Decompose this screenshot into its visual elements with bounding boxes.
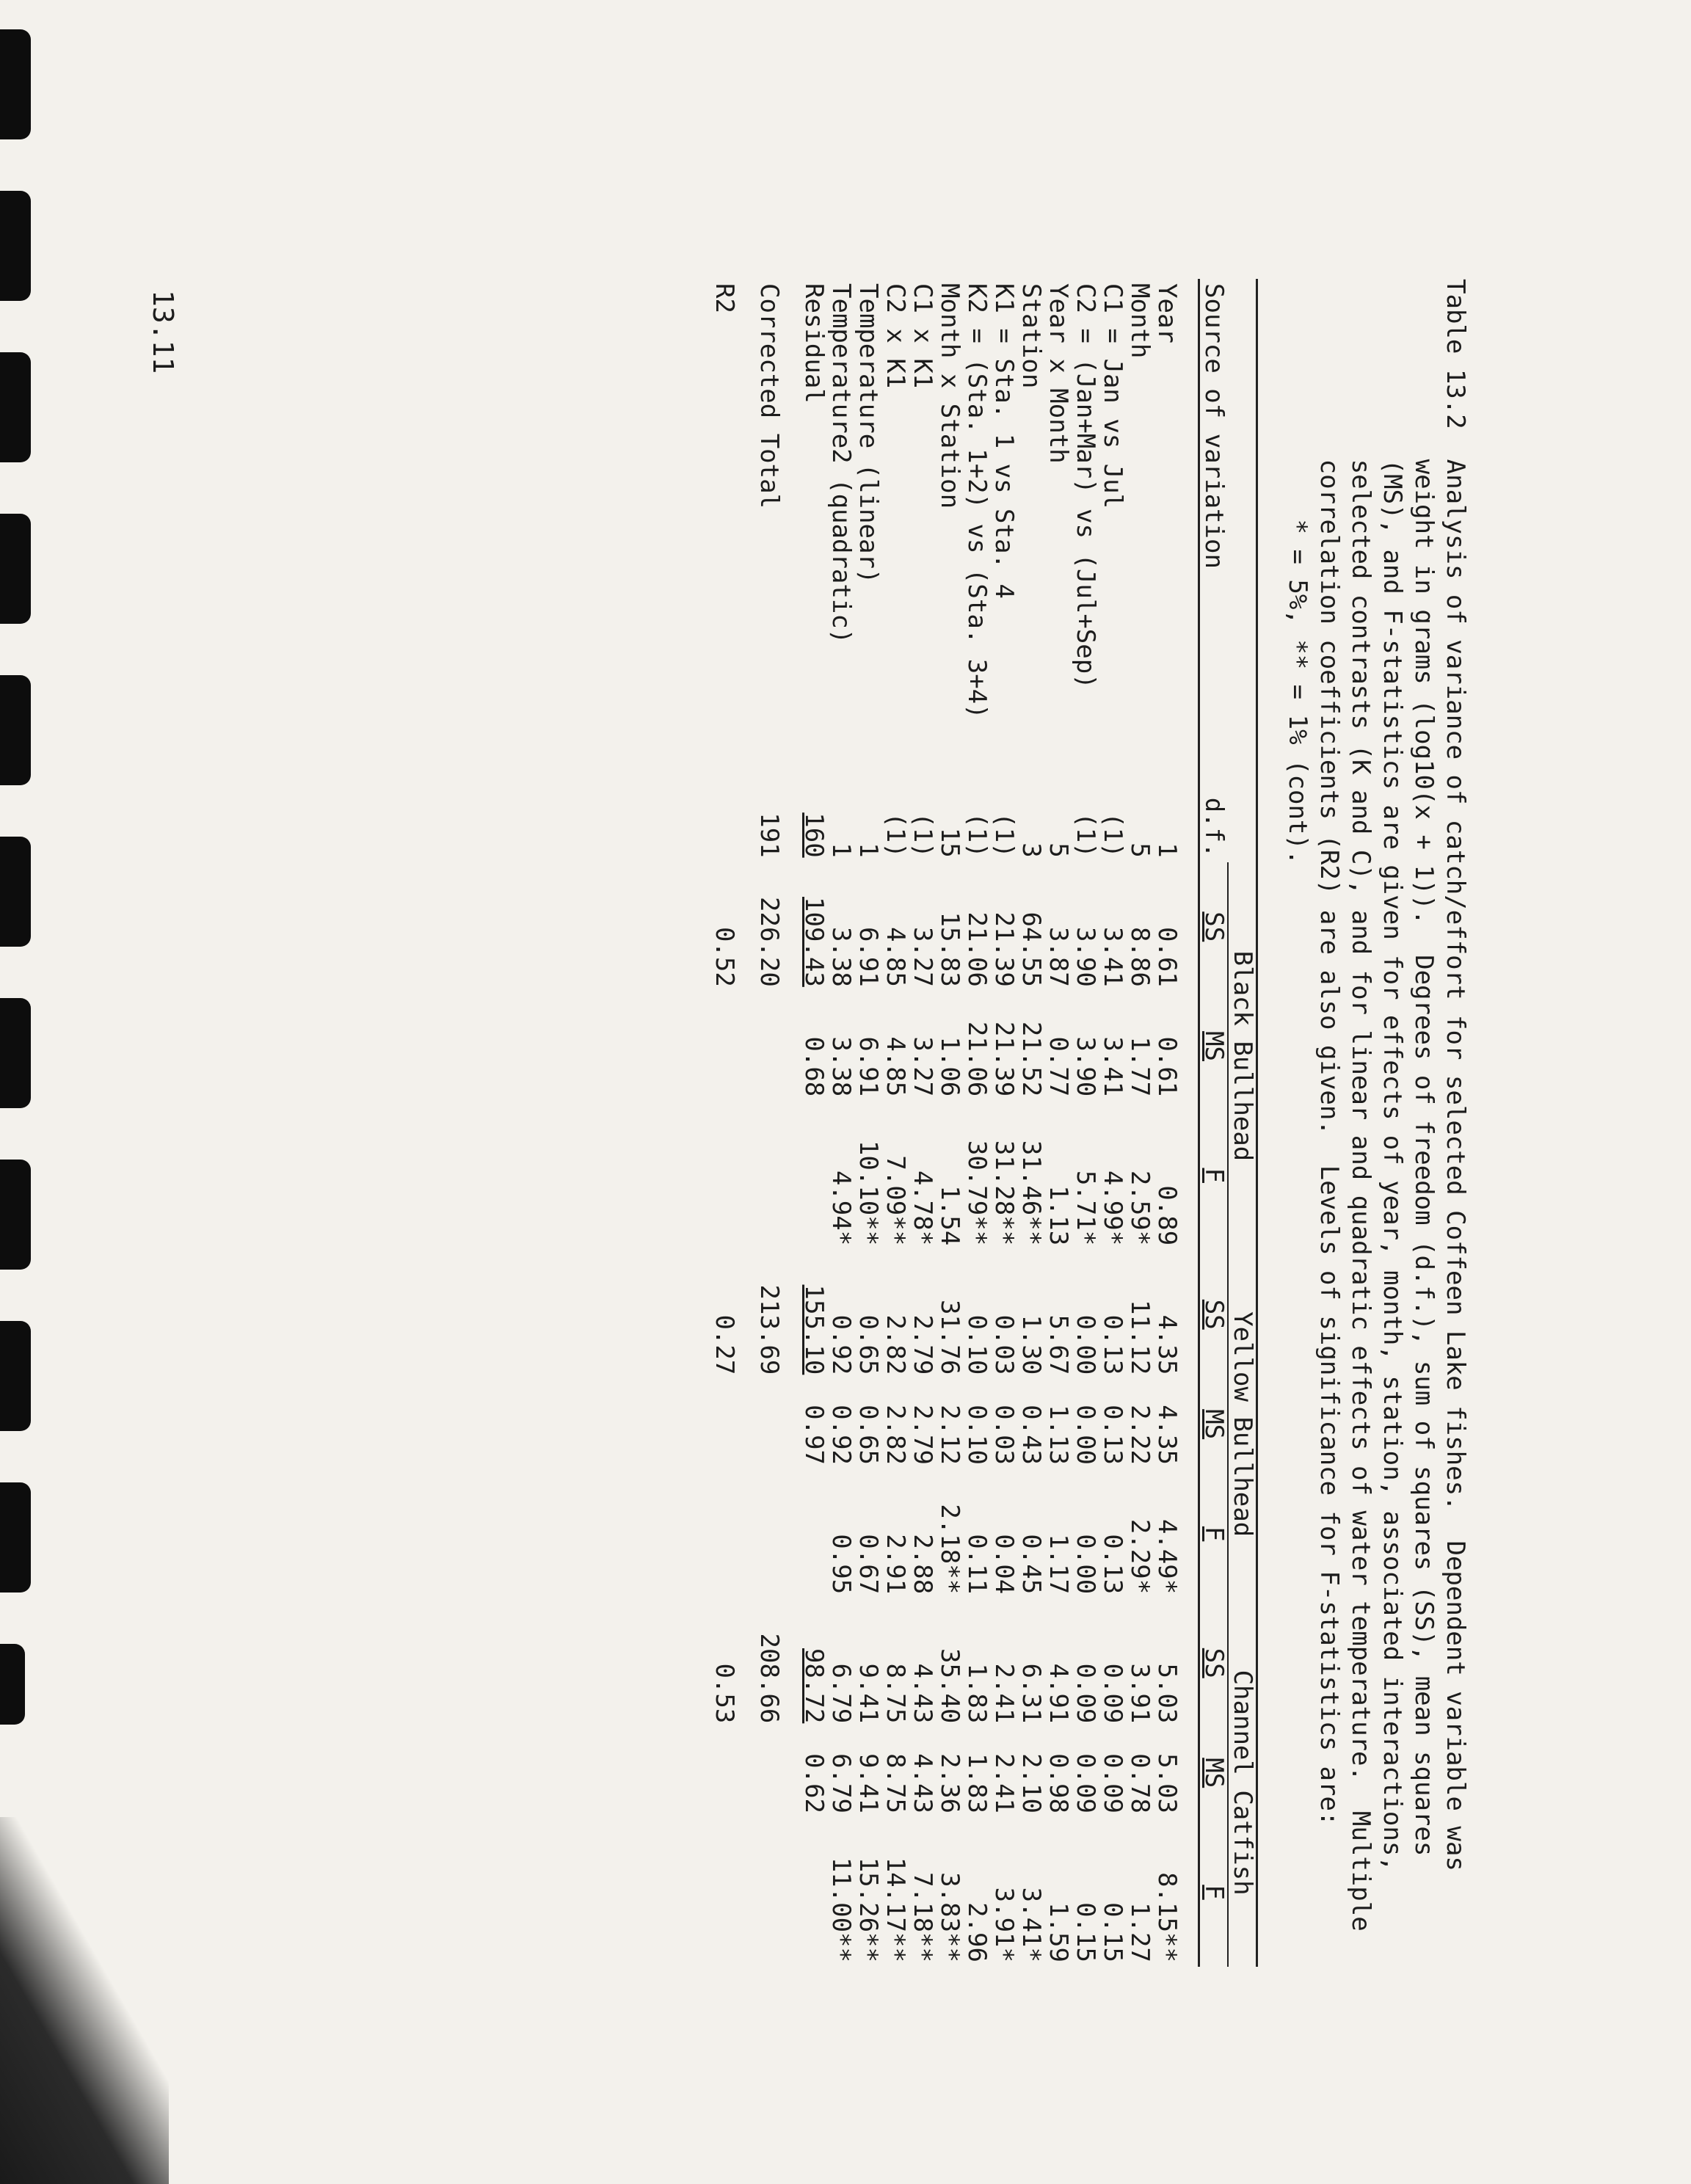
yb-value-cell: 11.12 [1125, 1299, 1154, 1375]
cc-value-cell: 8.75 [881, 1663, 910, 1724]
corrected-total-row [755, 279, 782, 1967]
cc-value-cell: 2.96 [962, 1902, 992, 1962]
cc-value-cell: 0.98 [1044, 1753, 1073, 1814]
yb-value-cell: 2.29* [1125, 1518, 1154, 1595]
page-number: 13.11 [147, 290, 179, 374]
bb-value-cell: 3.41 [1098, 1036, 1127, 1097]
yb-value-cell: 1.17 [1044, 1534, 1073, 1595]
empty-cell [710, 1818, 738, 1967]
df-cell: 191 [754, 812, 784, 858]
bb-value-cell: 0.77 [1044, 1036, 1073, 1097]
df-cell: (1) [989, 812, 1019, 858]
residual-row [800, 279, 827, 1967]
bb-ss-cell: 109.43 [799, 897, 829, 987]
source-cell: Temperature (linear) [854, 283, 883, 584]
empty-cell [710, 1379, 738, 1469]
bb-value-cell: 4.85 [881, 1036, 910, 1097]
df-cell: 1 [1152, 842, 1182, 858]
cc-value-cell: 9.41 [854, 1753, 883, 1814]
cc-value-cell: 0.15 [1098, 1902, 1127, 1962]
cc-value-cell: 4.43 [908, 1663, 937, 1724]
bb-value-cell: 3.87 [1044, 926, 1073, 987]
yb-value-cell: 4.49* [1152, 1518, 1182, 1595]
df-cell: (1) [908, 812, 937, 858]
bb-value-cell: 0.61 [1152, 926, 1182, 987]
header-ss: SS [1199, 1598, 1229, 1728]
cc-value-cell: 6.79 [826, 1663, 856, 1724]
bb-value-cell: 64.55 [1017, 911, 1046, 987]
table-caption [1281, 279, 1471, 1932]
cc-value-cell: 3.83** [935, 1872, 964, 1962]
yb-value-cell: 2.82 [881, 1314, 910, 1375]
empty-cell [755, 991, 782, 1101]
bb-value-cell: 3.27 [908, 1036, 937, 1097]
empty-cell [710, 991, 738, 1101]
empty-cell [710, 1101, 738, 1250]
source-cell: Residual [799, 283, 829, 404]
bb-value-cell: 31.28** [989, 1140, 1019, 1246]
header-df: d.f. [1199, 772, 1229, 862]
column-header-row [1199, 279, 1229, 1967]
anova-table [710, 279, 1258, 1967]
cc-value-cell: 3.41* [1017, 1887, 1046, 1962]
yb-value-cell: 2.82 [881, 1405, 910, 1466]
cc-value-cell: 0.15 [1071, 1902, 1100, 1962]
header-f: F [1199, 1469, 1229, 1598]
bb-value-cell: 1.77 [1125, 1036, 1154, 1097]
source-cell: Year [1152, 283, 1182, 343]
caption-line-4: selected contrasts (K and C), and for linear and quadratic effects of water temperature. Multiple [1346, 459, 1375, 1932]
header-ss: SS [1199, 862, 1229, 991]
bb-value-cell: 1.54 [935, 1185, 964, 1246]
bb-value-cell: 6.91 [854, 926, 883, 987]
bb-value-cell: 3.27 [908, 926, 937, 987]
bb-f-cell [800, 1101, 827, 1250]
yb-value-cell: 0.04 [989, 1534, 1019, 1595]
yb-value-cell: 0.13 [1098, 1534, 1127, 1595]
yb-value-cell: 4.35 [1152, 1405, 1182, 1466]
bb-value-cell: 31.46** [1017, 1140, 1046, 1246]
bb-value-cell: 30.79** [962, 1140, 992, 1246]
yb-value-cell: 0.00 [1071, 1405, 1100, 1466]
source-cell: Temperature2 (quadratic) [826, 283, 856, 644]
bb-value-cell: 21.06 [962, 911, 992, 987]
empty-cell [710, 1728, 738, 1818]
empty-cell [755, 1101, 782, 1250]
yb-value-cell: 31.76 [935, 1299, 964, 1375]
table-row [1153, 279, 1180, 1967]
species-channel-catfish: Channel Catfish [1228, 1598, 1257, 1967]
table-row [1044, 279, 1072, 1967]
source-cell: Year x Month [1044, 283, 1073, 464]
cc-value-cell: 1.59 [1044, 1902, 1073, 1962]
cc-value-cell: 5.03 [1152, 1753, 1182, 1814]
caption-line-6: * = 5%, ** = 1% (cont). [1283, 519, 1312, 865]
table-row [1017, 279, 1044, 1967]
df-cell: (1) [962, 812, 992, 858]
yb-value-cell: 0.13 [1098, 1405, 1127, 1466]
yb-value-cell: 0.65 [854, 1314, 883, 1375]
cc-value-cell: 0.09 [1071, 1753, 1100, 1814]
yb-value-cell: 0.45 [1017, 1534, 1046, 1595]
bb-value-cell: 4.94* [826, 1170, 856, 1246]
bb-value-cell: 3.38 [826, 926, 856, 987]
cc-value-cell: 4.91 [1044, 1663, 1073, 1724]
caption-line-1: Analysis of variance of catch/effort for selected Coffeen Lake fishes. Dependent variable was [1441, 459, 1470, 1871]
yb-value-cell: 2.12 [935, 1405, 964, 1466]
source-cell: K1 = Sta. 1 vs Sta. 4 [989, 283, 1019, 599]
df-cell: 160 [799, 812, 829, 858]
df-cell: 5 [1125, 842, 1154, 858]
species-yellow-bullhead: Yellow Bullhead [1228, 1250, 1257, 1598]
caption-line-3: (MS), and F-statistics are given for effects of year, month, station, associated interactions, [1378, 459, 1407, 1871]
bb-value-cell: 21.39 [989, 911, 1019, 987]
table-row [854, 279, 881, 1967]
bb-value-cell: 3.41 [1098, 926, 1127, 987]
yb-value-cell: 2.22 [1125, 1405, 1154, 1466]
yb-value-cell: 0.11 [962, 1534, 992, 1595]
yb-value-cell: 0.92 [826, 1405, 856, 1466]
table-row [1099, 279, 1126, 1967]
cc-value-cell: 3.91* [989, 1887, 1019, 1962]
yb-value-cell: 0.65 [854, 1405, 883, 1466]
bb-value-cell: 4.85 [881, 926, 910, 987]
cc-value-cell: 15.26** [854, 1857, 883, 1962]
header-ms: MS [1199, 1728, 1229, 1818]
cc-ms-cell: 0.62 [799, 1753, 829, 1814]
yb-value-cell: 0.03 [989, 1405, 1019, 1466]
header-ms: MS [1199, 1379, 1229, 1469]
source-cell: Month [1125, 283, 1154, 359]
df-cell: 3 [1017, 842, 1046, 858]
yb-value-cell: 4.35 [1152, 1314, 1182, 1375]
cc-r2-cell: 0.53 [710, 1663, 739, 1724]
yb-value-cell: 0.00 [1071, 1314, 1100, 1375]
cc-value-cell: 3.91 [1125, 1663, 1154, 1724]
df-cell: 5 [1044, 842, 1073, 858]
empty-cell [710, 1469, 738, 1598]
yb-ss-cell: 155.10 [799, 1284, 829, 1375]
source-cell: C1 x K1 [908, 283, 937, 389]
yb-value-cell: 0.95 [826, 1534, 856, 1595]
yb-value-cell: 2.79 [908, 1314, 937, 1375]
source-cell: Month x Station [935, 283, 964, 509]
bb-value-cell: 4.99* [1098, 1170, 1127, 1246]
yb-value-cell: 0.10 [962, 1314, 992, 1375]
cc-value-cell: 2.41 [989, 1663, 1019, 1724]
bb-value-cell: 21.39 [989, 1021, 1019, 1097]
cc-value-cell: 6.79 [826, 1753, 856, 1814]
bb-value-cell: 21.06 [962, 1021, 992, 1097]
cc-value-cell: 4.43 [908, 1753, 937, 1814]
cc-value-cell: 1.83 [962, 1753, 992, 1814]
bb-value-cell: 21.52 [1017, 1021, 1046, 1097]
empty-cell [755, 1728, 782, 1818]
cc-value-cell: 8.15** [1152, 1872, 1182, 1962]
source-cell: R2 [710, 283, 739, 313]
df-cell [710, 772, 738, 862]
table-row [1072, 279, 1099, 1967]
yb-value-cell: 0.92 [826, 1314, 856, 1375]
yb-value-cell: 0.10 [962, 1405, 992, 1466]
header-source: Source of variation [1199, 279, 1229, 772]
source-cell: K2 = (Sta. 1+2) vs (Sta. 3+4) [962, 283, 992, 719]
df-cell: 1 [826, 842, 856, 858]
caption-line-5: correlation coefficients (R2) are also given. Levels of significance for F-statistics are: [1314, 459, 1344, 1827]
df-cell: 1 [854, 842, 883, 858]
empty-cell [755, 1469, 782, 1598]
bb-value-cell: 7.09** [881, 1155, 910, 1246]
cc-value-cell: 0.09 [1098, 1663, 1127, 1724]
r2-row [710, 279, 738, 1967]
yb-value-cell: 0.67 [854, 1534, 883, 1595]
table-row [963, 279, 990, 1967]
caption-line-2: weight in grams (log10(x + 1)). Degrees of freedom (d.f.), sum of squares (SS), mean squares [1409, 459, 1439, 1857]
header-ms: MS [1199, 991, 1229, 1101]
source-cell: Corrected Total [754, 283, 784, 509]
source-cell: Station [1017, 283, 1046, 389]
df-cell: (1) [1098, 812, 1127, 858]
bb-r2-cell: 0.52 [710, 926, 739, 987]
df-cell: (1) [1071, 812, 1100, 858]
df-cell: 15 [935, 827, 964, 858]
bb-total-cell: 226.20 [754, 897, 784, 987]
cc-value-cell: 9.41 [854, 1663, 883, 1724]
cc-value-cell: 2.10 [1017, 1753, 1046, 1814]
bb-ms-cell: 0.68 [799, 1036, 829, 1097]
yb-value-cell: 0.00 [1071, 1534, 1100, 1595]
bb-value-cell: 5.71* [1071, 1170, 1100, 1246]
yb-total-cell: 213.69 [754, 1284, 784, 1375]
bb-value-cell: 8.86 [1125, 926, 1154, 987]
cc-value-cell: 8.75 [881, 1753, 910, 1814]
table-row [827, 279, 854, 1967]
empty-cell [755, 1379, 782, 1469]
table-body [710, 279, 1199, 1967]
yb-f-cell [800, 1469, 827, 1598]
cc-f-cell [800, 1818, 827, 1967]
yb-value-cell: 5.67 [1044, 1314, 1073, 1375]
header-f: F [1199, 1818, 1229, 1967]
cc-ss-cell: 98.72 [799, 1648, 829, 1724]
empty-cell [755, 1818, 782, 1967]
cc-value-cell: 0.09 [1098, 1753, 1127, 1814]
cc-value-cell: 1.83 [962, 1663, 992, 1724]
bb-value-cell: 1.13 [1044, 1185, 1073, 1246]
bb-value-cell: 4.78* [908, 1170, 937, 1246]
yb-value-cell: 0.43 [1017, 1405, 1046, 1466]
bb-value-cell: 0.89 [1152, 1185, 1182, 1246]
yb-value-cell: 2.18** [935, 1504, 964, 1595]
source-cell: C1 = Jan vs Jul [1098, 283, 1127, 509]
cc-value-cell: 2.41 [989, 1753, 1019, 1814]
cc-value-cell: 35.40 [935, 1648, 964, 1724]
source-cell: C2 = (Jan+Mar) vs (Jul+Sep) [1071, 283, 1100, 689]
yb-value-cell: 0.03 [989, 1314, 1019, 1375]
bb-value-cell: 3.90 [1071, 926, 1100, 987]
table-row [990, 279, 1017, 1967]
header-f: F [1199, 1101, 1229, 1250]
bb-value-cell: 10.10** [854, 1140, 883, 1246]
bb-value-cell: 3.90 [1071, 1036, 1100, 1097]
cc-value-cell: 2.36 [935, 1753, 964, 1814]
bb-value-cell: 3.38 [826, 1036, 856, 1097]
cc-value-cell: 7.18** [908, 1872, 937, 1962]
table-row [881, 279, 909, 1967]
yb-value-cell: 1.13 [1044, 1405, 1073, 1466]
cc-value-cell: 11.00** [826, 1857, 856, 1962]
table-row [1126, 279, 1153, 1967]
cc-total-cell: 208.66 [754, 1633, 784, 1724]
yb-value-cell: 1.30 [1017, 1314, 1046, 1375]
cc-value-cell: 0.78 [1125, 1753, 1154, 1814]
yb-value-cell: 2.79 [908, 1405, 937, 1466]
table-row [936, 279, 963, 1967]
cc-value-cell: 14.17** [881, 1857, 910, 1962]
yb-value-cell: 2.88 [908, 1534, 937, 1595]
bb-value-cell: 15.83 [935, 911, 964, 987]
bb-value-cell: 6.91 [854, 1036, 883, 1097]
bb-value-cell: 0.61 [1152, 1036, 1182, 1097]
yb-value-cell: 2.91 [881, 1534, 910, 1595]
yb-value-cell: 0.13 [1098, 1314, 1127, 1375]
df-cell: (1) [881, 812, 910, 858]
species-black-bullhead: Black Bullhead [1228, 862, 1257, 1251]
bb-value-cell: 2.59* [1125, 1170, 1154, 1246]
bb-value-cell: 1.06 [935, 1036, 964, 1097]
yb-ms-cell: 0.97 [799, 1405, 829, 1466]
cc-value-cell: 6.31 [1017, 1663, 1046, 1724]
source-cell: C2 x K1 [881, 283, 910, 389]
species-header-row [1228, 279, 1257, 1967]
header-ss: SS [1199, 1250, 1229, 1379]
cc-value-cell: 1.27 [1125, 1902, 1154, 1962]
cc-value-cell: 0.09 [1071, 1663, 1100, 1724]
caption-label: Table 13.2 [1441, 279, 1470, 429]
yb-r2-cell: 0.27 [710, 1314, 739, 1375]
table-row [909, 279, 936, 1967]
cc-value-cell: 5.03 [1152, 1663, 1182, 1724]
